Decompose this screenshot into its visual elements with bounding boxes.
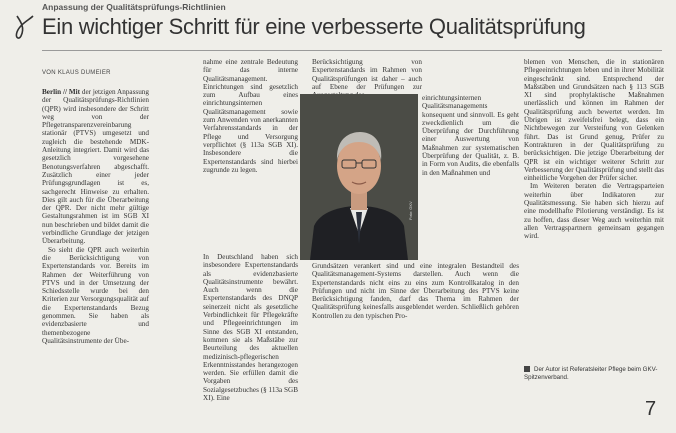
article-col1-p2: So sieht die QPR auch weiterhin die Berücksichtigung von Expertenstandards vor. Bereits im Rahmen der Weiterführung von PTVS und in der Umsetzung der Schiedsstelle wurde bei den Kriterien zur Versorgungsqualität auf die Expertenstandards Bezug genommen. Sie haben als evidenzbasierte und themenbezogene Qualitätsinstrumente der Übe- [42,245,149,345]
article-column-2-lower [203,253,298,423]
photo-credit: Foto: GKV [408,201,413,220]
article-col2-text: nahme eine zentrale Bedeutung für das interne Qualitätsmanagement. Einrichtungen sind gesetzlich zum Aufbau eines einrichtungsinternen Qualitätsmanagement sowie zum Anwenden von anerkannten Verfahrensstandards in der Pflege und Versorgung verpflichtet (§ 113a SGB XI). Insbesondere die Expertenstandards sind hierbei zugrunde zu legen. [203,58,298,174]
article-column-2 [203,58,298,248]
title-divider [42,50,662,51]
article-col3-text: Berücksichtigung von Expertenstandards im Rahmen von Qualitätsprüfungen ist daher – auch auf Ebene der Prüfungen zur [312,58,422,91]
article-col4-text: blemen von Menschen, die in stationären Pflegeeinrichtungen leben und in ihrer Mobilität eingeschränkt sind. Entsprechend der Maßstäben und Grundsätzen nach § 113 SGB XI sind prophylaktische Maßnahmen unerlässlich und können im Rahmen der Qualitätsprüfung auch bewertet werden. Im Übrigen ist zweifelsfrei belegt, dass ein Nichtbewegen zur Versteifung von Gelenken führt. Das ist Grund genug, Prüfer zu Kontrakturen in der Qualitätsprüfung zu berücksichtigen. Die jetzige Überarbeitung der QPR ist ein wichtiger weiterer Schritt zur Verbesserung der Qualitätsprüfung und stellt das einheitliche Vorgehen der Prüfer sicher. [524,58,664,183]
article-column-3 [312,58,422,92]
author-note [524,366,664,382]
article-column-1 [42,88,149,423]
article-col4-p2: Im Weiteren beraten die Vertragsparteien weiterhin über Indikatoren zur Qualitätsmessung. Sie haben sich hierzu auf eine modellhafte Pilotierung verständigt. Es ist zu hoffen, dass dieser Weg auch weiterhin mit allen Vertragspartnern gemeinsam gegangen wird. [524,182,664,241]
article-column-4 [524,58,664,363]
author-note-text: Der Autor ist Referatsleiter Pflege beim GKV-Spitzenverband. [524,366,658,381]
handwritten-mark-icon [11,12,39,42]
article-column-3-side [422,94,519,260]
article-author: VON KLAUS DUMEIER [42,70,111,76]
page-number: 7 [645,398,657,420]
article-col3-bottom: Grundsätzen verankert sind und eine integralen Bestandteil des Qualitätsmanagement-Systems darstellen. Auch wenn die Expertenstandards nicht eins zu eins zum Kontrollkatalog in den Prüfungen und nicht im Sinne der Überarbeitung des PTVS keine Berücksichtigung fanden, darf das Thema im Rahmen der Qualitätsprüfung keinesfalls ausgeblendet werden. Schließlich gehören Kontrollen zu den typischen Pro- [312,262,519,320]
article-column-3-lower [312,262,519,422]
bullet-square-icon [524,366,530,372]
article-col1-text: der jetzigen Anpassung der Qualitätsprüfungs-Richtlinien (QPR) wird insbesondere der Schritt weg von der Pflegetransparenzvereinbarung stationär (PTVS) umgesetzt und zugleich die bestehende MDK-Anleitung integriert. Damit wird das gesetzlich vorgesehene Benotungsverfahren abgeschafft. Zusätzlich einer jeder Prüfungsgrundlagen ist es, sachgerecht Hinweise zu erhalten. Dies gilt auch für die Überarbeitung der QPR. Der nicht mehr gültige Gestaltungsrahmen ist im SGB XI nun beschrieben und bildet damit die verbindliche Grundlage der jetzigen Überarbeitung. [42,88,149,246]
author-portrait [300,94,418,260]
article-col2-p2: In Deutschland haben sich insbesondere Expertenstandards als evidenzbasierte Qualitätsinstrumente bewährt. Auch wenn die Expertenstandards des DNQP seinerzeit nicht als gesetzliche Verbindlichkeit für Pflegekräfte und Pflegeeinrichtungen im Sinne des SGB XI entstanden, kommen sie als Maßstäbe zur Beurteilung des aktuellen medizinisch-pflegerischen Erkenntnisstandes herangezogen werden. Sie erfüllen damit die Vorgaben des Sozialgesetzbuches (§ 113a SGB XI). Eine [203,253,298,403]
article-kicker: Anpassung der Qualitätsprüfungs-Richtlinien [42,2,226,12]
article-title: Ein wichtiger Schritt für eine verbesserte Qualitätsprüfung [42,14,586,39]
article-col3-side: einrichtungsinternen Qualitätsmanagements konsequent und sinnvoll. Es geht zweckdienlich um die Überprüfung der Durchführung einer Auswertung von Maßnahmen zur systematischen Überprüfung der Qualität, z. B. in Form von Audits, die ebenfalls in den Maßnahmen und [422,94,519,177]
article-lead: Berlin // Mit [42,88,81,96]
portrait-illustration [300,94,418,260]
